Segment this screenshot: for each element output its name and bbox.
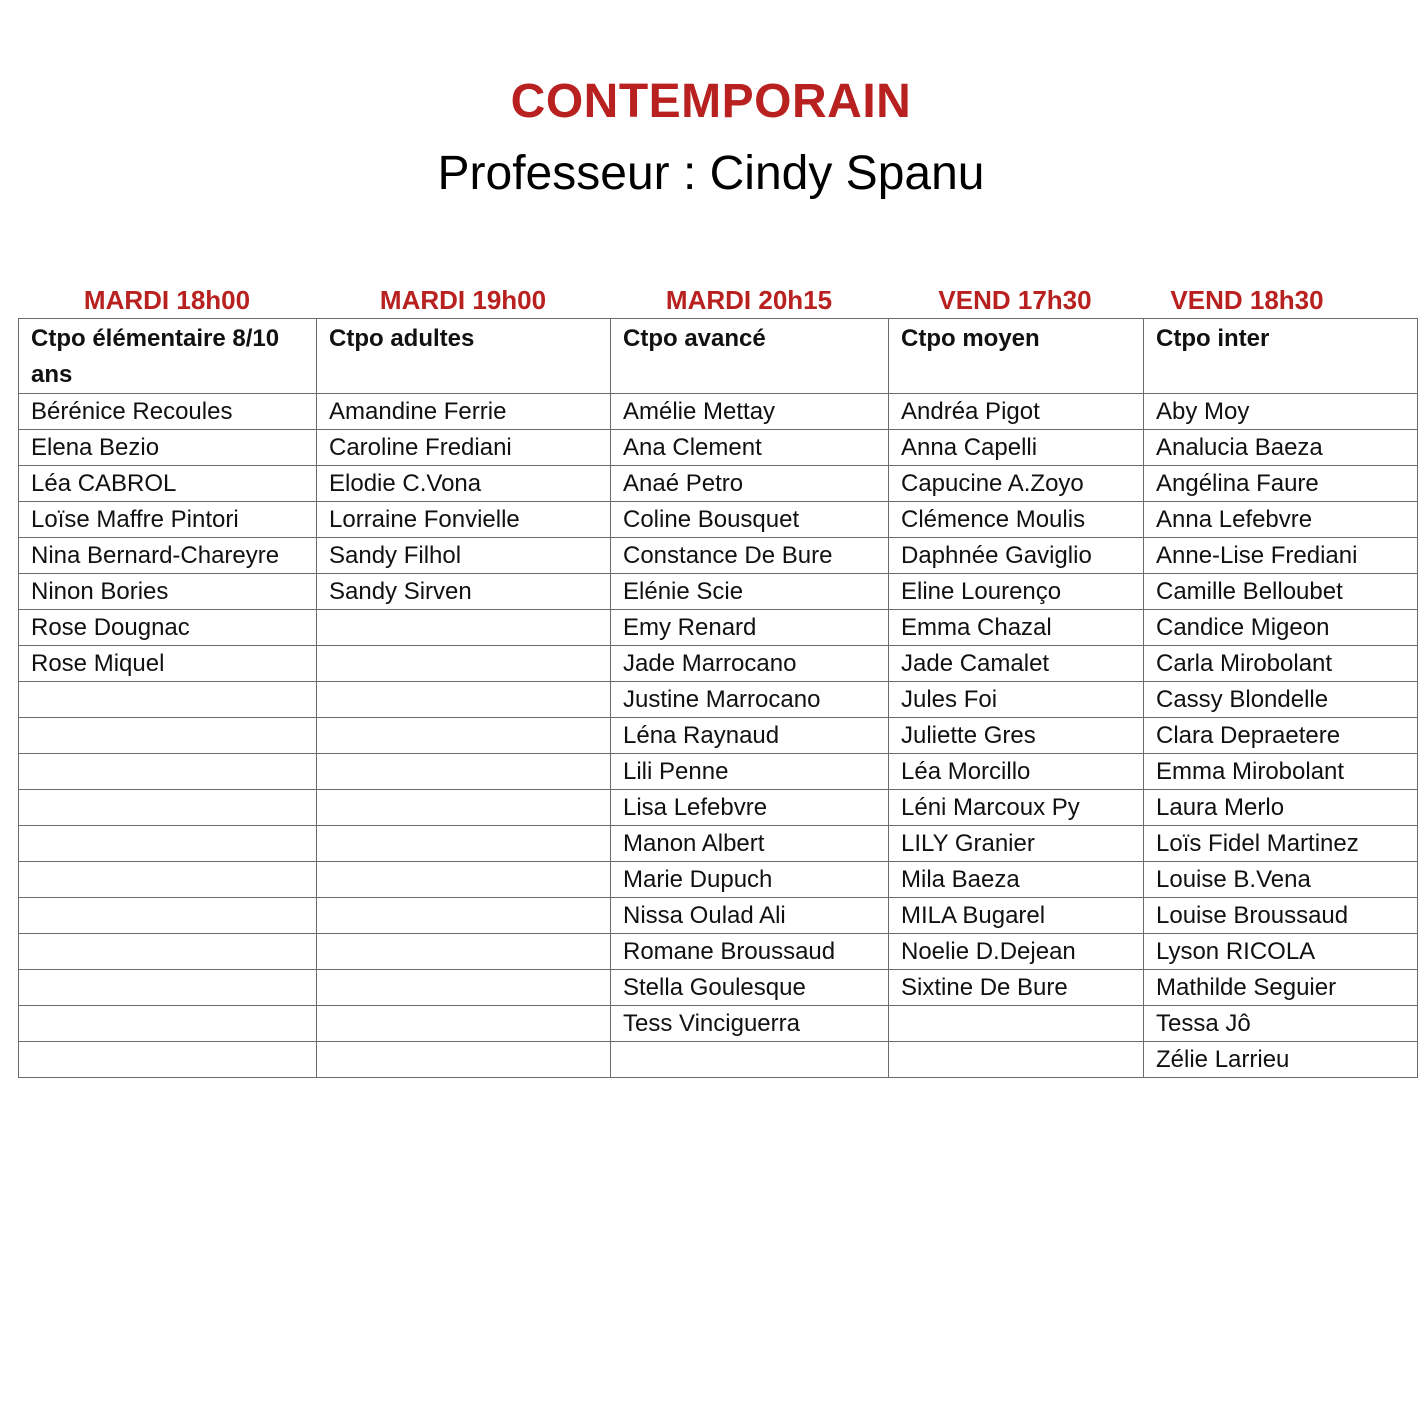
student-row (19, 898, 1418, 934)
student-row (19, 1006, 1418, 1042)
student-name-cell: Coline Bousquet (611, 502, 889, 538)
student-name-cell: Aby Moy (1144, 394, 1418, 430)
student-name-cell: Rose Miquel (19, 646, 317, 682)
student-name-cell (317, 970, 611, 1006)
student-row (19, 862, 1418, 898)
student-row (19, 826, 1418, 862)
group-name-cell: Ctpo inter (1144, 319, 1418, 394)
student-name-cell: Loïs Fidel Martinez (1144, 826, 1418, 862)
student-name-cell (19, 754, 317, 790)
student-name-cell: Elena Bezio (19, 430, 317, 466)
student-name-cell (317, 826, 611, 862)
roster-body (19, 319, 1418, 1078)
schedule-time-mardi-20h15: MARDI 20h15 (665, 285, 833, 315)
student-name-cell: Mila Baeza (889, 862, 1144, 898)
student-name-cell: Clémence Moulis (889, 502, 1144, 538)
student-name-cell: Tess Vinciguerra (611, 1006, 889, 1042)
student-name-cell: Noelie D.Dejean (889, 934, 1144, 970)
student-name-cell: Lyson RICOLA (1144, 934, 1418, 970)
student-name-cell: Analucia Baeza (1144, 430, 1418, 466)
student-name-cell: Emma Chazal (889, 610, 1144, 646)
student-name-cell: Manon Albert (611, 826, 889, 862)
student-name-cell (19, 826, 317, 862)
student-name-cell: Sixtine De Bure (889, 970, 1144, 1006)
student-row (19, 754, 1418, 790)
student-name-cell: Jade Marrocano (611, 646, 889, 682)
student-name-cell (889, 1042, 1144, 1078)
student-row (19, 790, 1418, 826)
student-name-cell: Cassy Blondelle (1144, 682, 1418, 718)
student-name-cell: Elénie Scie (611, 574, 889, 610)
student-name-cell: Amélie Mettay (611, 394, 889, 430)
student-name-cell: Daphnée Gaviglio (889, 538, 1144, 574)
page-title: CONTEMPORAIN (510, 75, 912, 128)
student-name-cell: Léni Marcoux Py (889, 790, 1144, 826)
student-name-cell: Candice Migeon (1144, 610, 1418, 646)
student-row (19, 934, 1418, 970)
student-name-cell: Justine Marrocano (611, 682, 889, 718)
group-name-cell: Ctpo élémentaire 8/10 ans (19, 319, 317, 394)
student-name-cell: Jade Camalet (889, 646, 1144, 682)
student-name-cell: Stella Goulesque (611, 970, 889, 1006)
student-name-cell: Lisa Lefebvre (611, 790, 889, 826)
student-name-cell (19, 682, 317, 718)
student-name-cell: Léna Raynaud (611, 718, 889, 754)
schedule-time-mardi-19h00: MARDI 19h00 (379, 285, 547, 315)
student-row (19, 682, 1418, 718)
student-name-cell: Ninon Bories (19, 574, 317, 610)
student-row (19, 502, 1418, 538)
student-name-cell: Clara Depraetere (1144, 718, 1418, 754)
student-name-cell: Sandy Sirven (317, 574, 611, 610)
student-name-cell: Lili Penne (611, 754, 889, 790)
student-name-cell (19, 934, 317, 970)
student-name-cell: Eline Lourenço (889, 574, 1144, 610)
student-name-cell (611, 1042, 889, 1078)
student-row (19, 574, 1418, 610)
student-name-cell: Amandine Ferrie (317, 394, 611, 430)
student-name-cell: Lorraine Fonvielle (317, 502, 611, 538)
schedule-time-mardi-18h00: MARDI 18h00 (83, 285, 251, 315)
student-name-cell: MILA Bugarel (889, 898, 1144, 934)
student-name-cell (19, 1042, 317, 1078)
student-row (19, 394, 1418, 430)
student-name-cell (19, 970, 317, 1006)
student-name-cell: Andréa Pigot (889, 394, 1144, 430)
student-name-cell (19, 1006, 317, 1042)
student-name-cell (19, 718, 317, 754)
student-name-cell: Loïse Maffre Pintori (19, 502, 317, 538)
student-name-cell (317, 898, 611, 934)
student-name-cell: Marie Dupuch (611, 862, 889, 898)
student-name-cell (19, 790, 317, 826)
student-row (19, 970, 1418, 1006)
group-row (19, 319, 1418, 394)
student-name-cell: Angélina Faure (1144, 466, 1418, 502)
student-name-cell: Caroline Frediani (317, 430, 611, 466)
student-name-cell (317, 862, 611, 898)
student-name-cell: Anna Lefebvre (1144, 502, 1418, 538)
student-name-cell: Camille Belloubet (1144, 574, 1418, 610)
student-name-cell (889, 1006, 1144, 1042)
student-name-cell: Léa Morcillo (889, 754, 1144, 790)
student-name-cell: Emma Mirobolant (1144, 754, 1418, 790)
student-name-cell (317, 1006, 611, 1042)
student-name-cell: Carla Mirobolant (1144, 646, 1418, 682)
student-name-cell: Louise Broussaud (1144, 898, 1418, 934)
teacher-subtitle: Professeur : Cindy Spanu (437, 147, 985, 200)
student-row (19, 538, 1418, 574)
student-row (19, 646, 1418, 682)
student-name-cell (317, 754, 611, 790)
group-name-cell: Ctpo avancé (611, 319, 889, 394)
student-name-cell: Bérénice Recoules (19, 394, 317, 430)
group-name-cell: Ctpo moyen (889, 319, 1144, 394)
student-row (19, 1042, 1418, 1078)
student-name-cell: Anaé Petro (611, 466, 889, 502)
student-name-cell: Anna Capelli (889, 430, 1144, 466)
student-row (19, 610, 1418, 646)
student-name-cell: Nissa Oulad Ali (611, 898, 889, 934)
student-name-cell: Léa CABROL (19, 466, 317, 502)
student-name-cell: Juliette Gres (889, 718, 1144, 754)
student-name-cell (317, 610, 611, 646)
student-name-cell: Louise B.Vena (1144, 862, 1418, 898)
student-name-cell: Emy Renard (611, 610, 889, 646)
student-name-cell (19, 898, 317, 934)
student-name-cell: Zélie Larrieu (1144, 1042, 1418, 1078)
student-row (19, 718, 1418, 754)
student-name-cell: Nina Bernard-Chareyre (19, 538, 317, 574)
student-name-cell (317, 718, 611, 754)
student-name-cell: LILY Granier (889, 826, 1144, 862)
student-name-cell (317, 682, 611, 718)
student-name-cell: Anne-Lise Frediani (1144, 538, 1418, 574)
student-name-cell: Tessa Jô (1144, 1006, 1418, 1042)
student-name-cell (317, 646, 611, 682)
student-name-cell: Rose Dougnac (19, 610, 317, 646)
student-row (19, 466, 1418, 502)
class-roster-table (18, 318, 1418, 1078)
schedule-header-row (18, 282, 1416, 318)
student-name-cell: Mathilde Seguier (1144, 970, 1418, 1006)
student-name-cell: Capucine A.Zoyo (889, 466, 1144, 502)
student-name-cell: Ana Clement (611, 430, 889, 466)
schedule-time-vend-18h30: VEND 18h30 (1170, 285, 1324, 315)
student-name-cell: Romane Broussaud (611, 934, 889, 970)
student-name-cell: Laura Merlo (1144, 790, 1418, 826)
student-name-cell (19, 862, 317, 898)
student-row (19, 430, 1418, 466)
student-name-cell (317, 934, 611, 970)
student-name-cell (317, 1042, 611, 1078)
schedule-time-vend-17h30: VEND 17h30 (938, 285, 1092, 315)
group-name-cell: Ctpo adultes (317, 319, 611, 394)
student-name-cell: Elodie C.Vona (317, 466, 611, 502)
student-name-cell: Jules Foi (889, 682, 1144, 718)
student-name-cell (317, 790, 611, 826)
student-name-cell: Sandy Filhol (317, 538, 611, 574)
student-name-cell: Constance De Bure (611, 538, 889, 574)
